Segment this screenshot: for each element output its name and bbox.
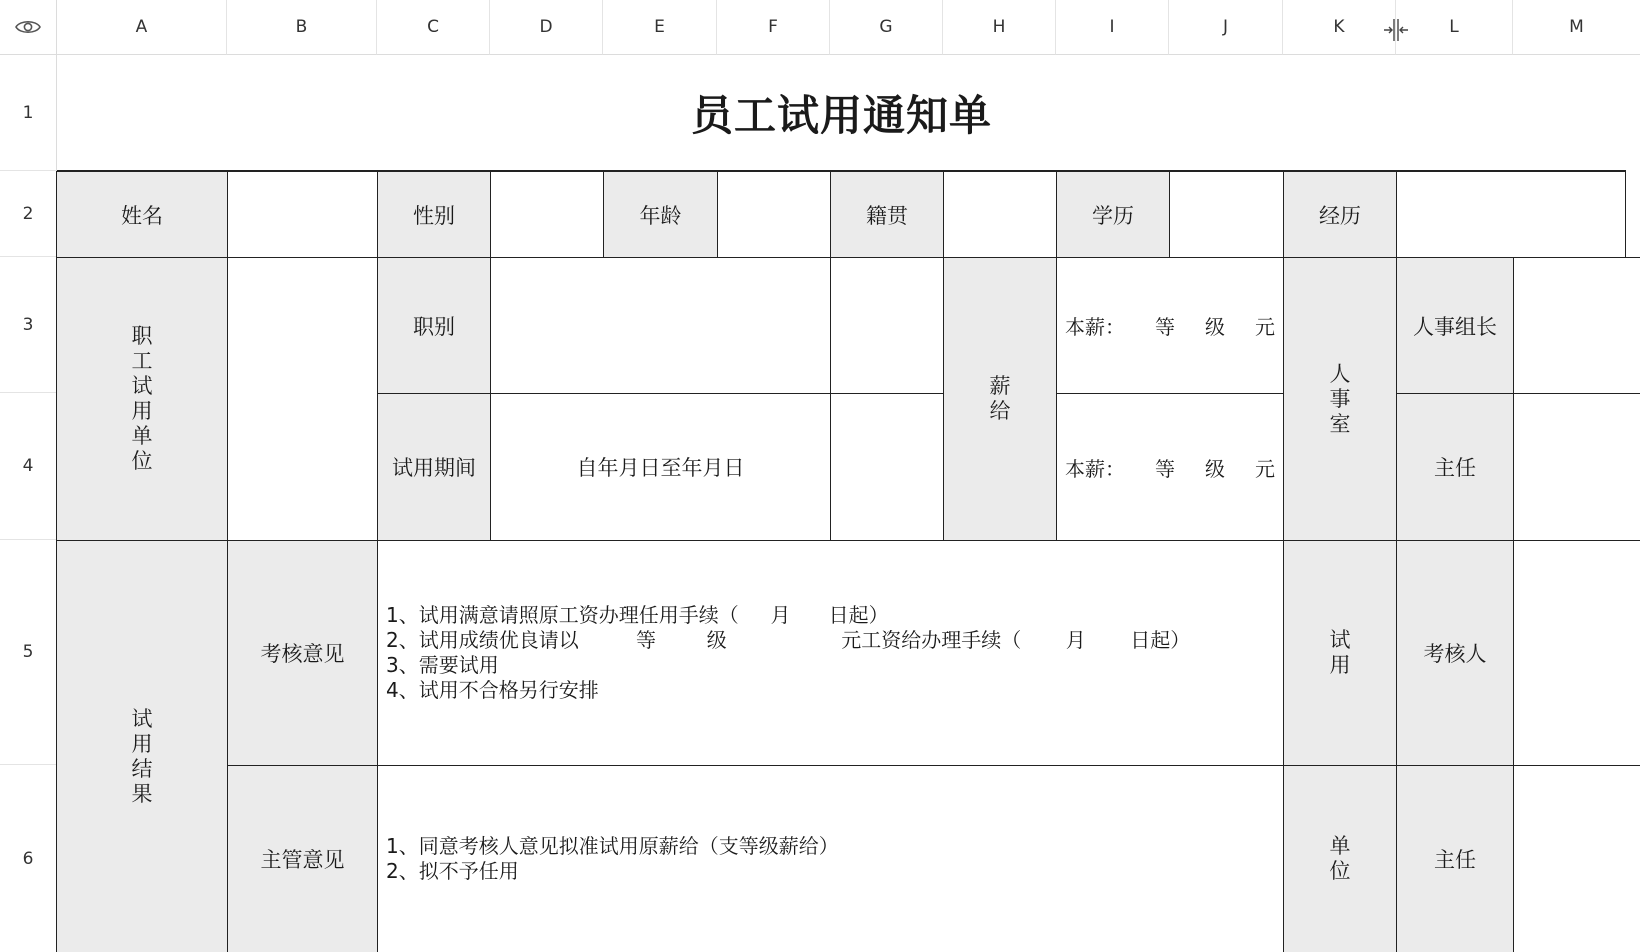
hr-leader-label[interactable]: 人事组长	[1396, 257, 1514, 394]
trial-result-char: 用	[131, 731, 153, 756]
assessment-line: 4、试用不合格另行安排	[386, 678, 599, 702]
trial-label[interactable]	[1283, 540, 1397, 766]
employee-unit-char: 单	[131, 424, 153, 448]
yuan-label: 元	[1255, 315, 1275, 339]
row-header-1[interactable]: 1	[0, 55, 57, 171]
column-header-c[interactable]: C	[377, 0, 490, 55]
hr-office-char: 事	[1329, 386, 1351, 411]
gender-value-cell[interactable]	[490, 171, 604, 258]
age-value-cell[interactable]	[717, 171, 831, 258]
column-header-l[interactable]: L	[1396, 0, 1513, 55]
base-salary-row-1[interactable]	[1056, 257, 1284, 394]
name-value-cell[interactable]	[227, 171, 378, 258]
column-header-h[interactable]: H	[943, 0, 1056, 55]
employee-unit-label[interactable]	[56, 257, 228, 541]
trial-result-char: 果	[131, 781, 153, 806]
salary-char: 给	[989, 399, 1011, 423]
trial-char: 用	[1329, 653, 1351, 677]
native-place-value-cell[interactable]	[943, 171, 1057, 258]
manager-line: 1、同意考核人意见拟准试用原薪给（支等级薪给）	[386, 834, 839, 858]
row-header-6[interactable]: 6	[0, 765, 57, 952]
hr-office-label[interactable]	[1283, 257, 1397, 541]
department-director-label[interactable]: 主任	[1396, 765, 1514, 952]
trial-result-char: 结	[131, 756, 153, 781]
department-label[interactable]	[1283, 765, 1397, 952]
assessment-line: 3、需要试用	[386, 653, 499, 677]
g3-cell[interactable]	[830, 257, 944, 394]
select-all-corner[interactable]	[0, 0, 57, 55]
column-header-j[interactable]: J	[1169, 0, 1283, 55]
probation-period-value[interactable]: 自年月日至年月日	[490, 393, 831, 541]
employee-unit-char: 试	[131, 374, 153, 398]
assessment-line: 2、试用成绩优良请以 等 级 元工资给办理手续（ 月 日起）	[386, 628, 1191, 652]
g4-cell[interactable]	[830, 393, 944, 541]
department-char: 位	[1329, 859, 1351, 883]
trial-result-char: 试	[131, 706, 153, 731]
employee-unit-char: 工	[131, 349, 153, 373]
base-salary-label: 本薪：	[1065, 315, 1125, 339]
row-header-5[interactable]: 5	[0, 540, 57, 765]
base-salary-row-2[interactable]	[1056, 393, 1284, 541]
hr-office-char: 室	[1329, 411, 1351, 436]
manager-opinion-label[interactable]: 主管意见	[227, 765, 378, 952]
employee-unit-char: 位	[131, 449, 153, 473]
director-label[interactable]: 主任	[1396, 393, 1514, 541]
column-header-a[interactable]: A	[57, 0, 227, 55]
trial-result-label[interactable]	[56, 540, 228, 952]
probation-period-label[interactable]: 试用期间	[377, 393, 491, 541]
column-header-e[interactable]: E	[603, 0, 717, 55]
department-char: 单	[1329, 834, 1351, 858]
native-place-label[interactable]: 籍贯	[830, 171, 944, 258]
assessment-opinion-text[interactable]	[377, 540, 1284, 766]
column-header-b[interactable]: B	[227, 0, 377, 55]
column-header-d[interactable]: D	[490, 0, 603, 55]
position-value-cell[interactable]	[490, 257, 831, 394]
row-header-3[interactable]: 3	[0, 257, 57, 393]
salary-char: 薪	[989, 374, 1011, 398]
base-salary-label: 本薪：	[1065, 456, 1125, 481]
director-value-cell[interactable]	[1513, 393, 1640, 541]
eye-icon[interactable]	[15, 18, 41, 36]
experience-label[interactable]: 经历	[1283, 171, 1397, 258]
assessment-line: 1、试用满意请照原工资办理任用手续（ 月 日起）	[386, 603, 889, 627]
column-resize-icon[interactable]	[1382, 16, 1410, 44]
grade-label: 等	[1155, 315, 1175, 339]
level-label: 级	[1205, 456, 1225, 481]
grade-label: 等	[1155, 456, 1175, 481]
assessor-value-cell[interactable]	[1513, 540, 1640, 766]
employee-unit-value-cell[interactable]	[227, 257, 378, 541]
hr-leader-value-cell[interactable]	[1513, 257, 1640, 394]
yuan-label: 元	[1255, 456, 1275, 481]
age-label[interactable]: 年龄	[603, 171, 718, 258]
education-label[interactable]: 学历	[1056, 171, 1170, 258]
row-header-2[interactable]: 2	[0, 171, 57, 257]
row-header-4[interactable]: 4	[0, 393, 57, 540]
column-header-f[interactable]: F	[717, 0, 830, 55]
salary-label[interactable]	[943, 257, 1057, 541]
gender-label[interactable]: 性别	[377, 171, 491, 258]
hr-office-char: 人	[1329, 361, 1351, 386]
trial-char: 试	[1329, 628, 1351, 652]
column-header-g[interactable]: G	[830, 0, 943, 55]
manager-opinion-text[interactable]	[377, 765, 1284, 952]
column-header-m[interactable]: M	[1513, 0, 1640, 55]
manager-line: 2、拟不予任用	[386, 859, 519, 883]
position-label[interactable]: 职别	[377, 257, 491, 394]
column-header-k[interactable]: K	[1283, 0, 1396, 55]
column-header-i[interactable]: I	[1056, 0, 1169, 55]
education-value-cell[interactable]	[1169, 171, 1284, 258]
name-label[interactable]: 姓名	[56, 171, 228, 258]
department-director-value-cell[interactable]	[1513, 765, 1640, 952]
experience-value-cell[interactable]	[1396, 171, 1626, 258]
employee-unit-char: 职	[131, 324, 153, 348]
employee-unit-char: 用	[131, 399, 153, 423]
assessment-opinion-label[interactable]: 考核意见	[227, 540, 378, 766]
level-label: 级	[1205, 315, 1225, 339]
form-title[interactable]: 员工试用通知单	[57, 55, 1626, 172]
assessor-label[interactable]: 考核人	[1396, 540, 1514, 766]
